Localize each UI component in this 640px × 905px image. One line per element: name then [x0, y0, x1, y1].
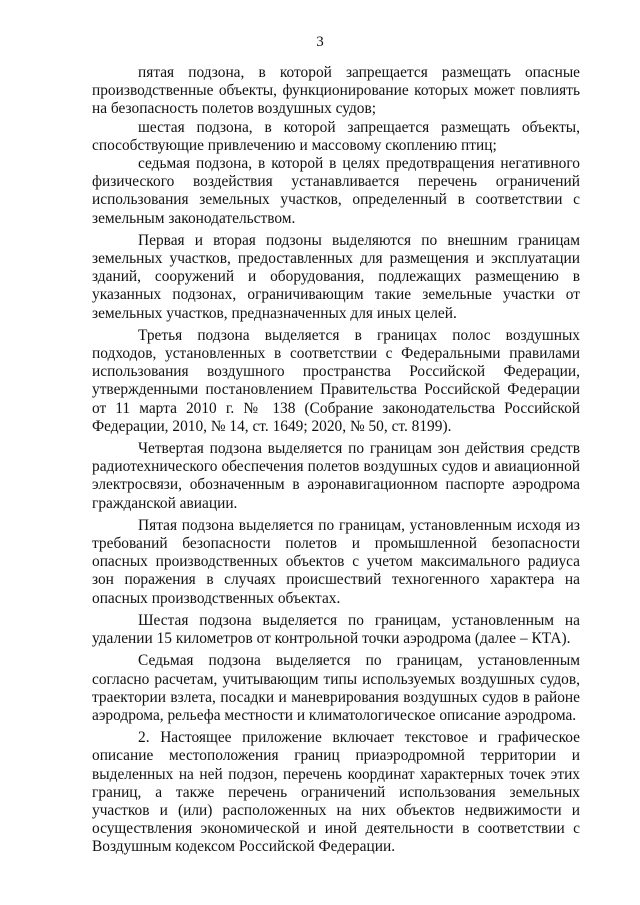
page-number: 3 [316, 34, 324, 50]
paragraph-subzone-7: седьмая подзона, в которой в целях предотвращения негативного физического воздействия устанавливается перечень ограничений использования земельных участков, определенный в соответствии с земельным законодательством. [92, 155, 580, 227]
paragraph-subzone-4-boundaries: Четвертая подзона выделяется по границам зон действия средств радиотехнического обеспечения полетов воздушных судов и авиационной электросвязи, обозначенным в аэронавигационном паспорте аэродрома гражданской авиации. [92, 440, 580, 512]
document-body [92, 64, 580, 857]
paragraph-subzone-7-boundaries: Седьмая подзона выделяется по границам, установленным согласно расчетам, учитывающим типы используемых воздушных судов, траектории взлета, посадки и маневрирования воздушных судов в районе аэродрома, рельефа местности и климатологическое описание аэродрома. [92, 652, 580, 724]
paragraph-subzone-6-boundaries: Шестая подзона выделяется по границам, установленным на удалении 15 километров от контрольной точки аэродрома (далее – КТА). [92, 611, 580, 648]
paragraph-subzone-3-boundaries: Третья подзона выделяется в границах полос воздушных подходов, установленных в соответствии с Федеральными правилами использования воздушного пространства Российской Федерации, утвержденными постановлением Правительства Российской Федерации от 11 марта 2010 г. № 138 (Собрание законодательства Российской Федерации, 2010, № 14, ст. 1649; 2020, № 50, ст. 8199). [92, 326, 580, 435]
paragraph-subzone-6: шестая подзона, в которой запрещается размещать объекты, способствующие привлечению и массовому скоплению птиц; [92, 118, 580, 154]
paragraph-subzone-5: пятая подзона, в которой запрещается размещать опасные производственные объекты, функционирование которых может повлиять на безопасность полетов воздушных судов; [92, 64, 580, 118]
paragraph-appendix-contents: 2. Настоящее приложение включает текстовое и графическое описание местоположения границ приаэродромной территории и выделенных на ней подзон, перечень координат характерных точек этих границ, а также перечень ограничений использования земельных участков и (или) расположенных на них объектов недвижимости и осуществления экономической и иной деятельности в соответствии с Воздушным кодексом Российской Федерации. [92, 729, 580, 856]
paragraph-subzone-5-boundaries: Пятая подзона выделяется по границам, установленным исходя из требований безопасности полетов и промышленной безопасности опасных производственных объектов с учетом максимального радиуса зон поражения в случаях происшествий техногенного характера на опасных производственных объектах. [92, 516, 580, 607]
paragraph-subzones-1-2-boundaries: Первая и вторая подзоны выделяются по внешним границам земельных участков, предоставленных для размещения и эксплуатации зданий, сооружений и оборудования, подлежащих размещению в указанных подзонах, ограничивающим такие земельные участки от земельных участков, предназначенных для иных целей. [92, 231, 580, 322]
